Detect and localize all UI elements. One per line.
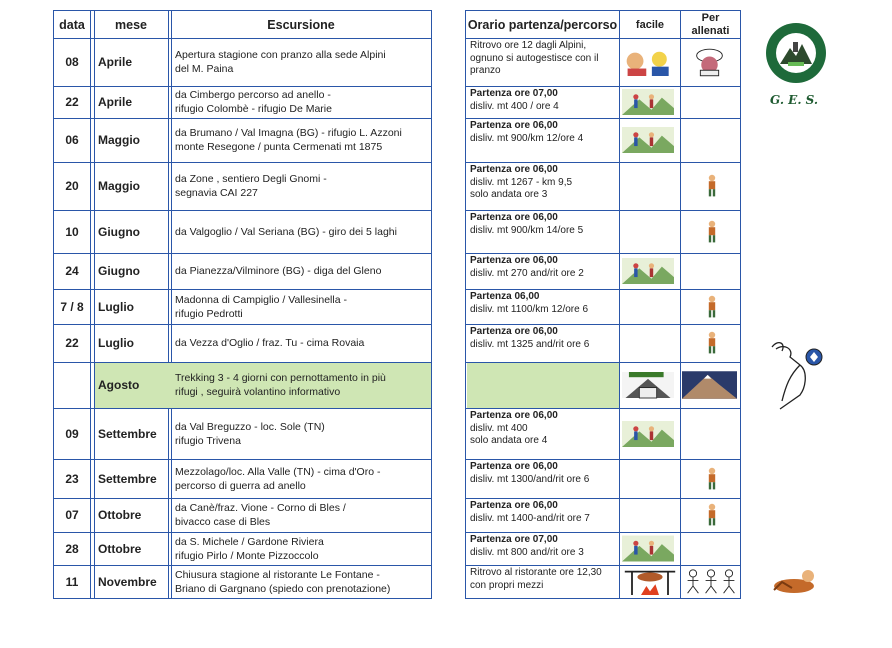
row-month: Aprile <box>98 95 133 109</box>
row-orario-start: Partenza ore 06,00 <box>470 255 558 266</box>
row-date: 28 <box>65 541 79 556</box>
row-description: da Pianezza/Vilminore (BG) - diga del Gleno <box>175 265 382 277</box>
row-date: 22 <box>65 95 79 109</box>
row-orario-start: Partenza ore 07,00 <box>470 88 558 99</box>
row-orario <box>466 532 619 565</box>
row-month: Ottobre <box>98 508 142 522</box>
row-orario <box>466 289 619 324</box>
row-month: Luglio <box>98 299 134 314</box>
mountain-hut-icon <box>622 365 674 405</box>
row-month: Maggio <box>98 133 140 147</box>
row-orario-start: Partenza ore 07,00 <box>470 534 558 545</box>
row-orario <box>466 118 619 162</box>
mountain-peak-icon <box>682 365 737 405</box>
tired-hiker-icon <box>704 172 720 200</box>
row-orario-details: disliv. mt 400 / ore 4 <box>470 100 559 112</box>
row-description: da Valgoglio / Val Seriana (BG) - giro dei 5 laghi <box>175 225 397 238</box>
dancing-skeletons-icon <box>678 568 744 595</box>
tired-hiker-icon <box>704 501 720 529</box>
row-orario <box>466 38 619 86</box>
row-description: da Cimbergo percorso ad anello - rifugio Colombè - rifugio De Marie <box>175 89 332 115</box>
row-orario <box>466 324 619 362</box>
tired-hiker-icon <box>704 218 720 246</box>
row-month: Giugno <box>98 264 140 278</box>
row-orario <box>466 86 619 118</box>
row-month: Ottobre <box>98 541 142 556</box>
row-orario-details: disliv. mt 1100/km 12/ore 6 <box>470 303 589 315</box>
row-orario-details: disliv. mt 400 solo andata ore 4 <box>470 422 548 446</box>
row-orario-details: disliv. mt 1325 and/rit ore 6 <box>470 338 590 350</box>
row-date: 22 <box>65 336 79 350</box>
row-orario-start: Partenza ore 06,00 <box>470 461 558 472</box>
logo-caption: G. E. S. <box>770 93 819 107</box>
tired-hiker-icon <box>704 329 720 357</box>
row-orario-start: Partenza ore 06,00 <box>470 120 558 131</box>
header-orario: Orario partenza/percorso <box>467 17 618 32</box>
col-divider <box>619 11 620 598</box>
tired-hiker-icon <box>704 293 720 321</box>
row-orario <box>466 362 619 408</box>
schedule-table-right <box>465 10 741 599</box>
row-orario-details: disliv. mt 1300/and/rit ore 6 <box>470 473 590 485</box>
row-date: 24 <box>65 264 79 278</box>
row-orario <box>466 498 619 532</box>
header-data: data <box>59 17 85 32</box>
row-orario-start: Partenza ore 06,00 <box>470 326 558 337</box>
header-escursione: Escursione <box>267 17 335 32</box>
row-description: da Val Breguzzo - loc. Sole (TN) rifugio Trivena <box>175 420 325 447</box>
row-description: Apertura stagione con pranzo alla sede Alpini del M. Paina <box>175 49 386 75</box>
row-orario <box>466 565 619 598</box>
club-logo <box>764 22 828 84</box>
row-description: Mezzolago/loc. Alla Valle (TN) - cima d'Oro - percorso di guerra ad anello <box>175 465 381 492</box>
row-description: da Brumano / Val Imagna (BG) - rifugio L. Azzoni monte Resegone / punta Cermenati mt 1875 <box>175 127 402 153</box>
hikers-icon <box>622 420 674 448</box>
row-description: da Canè/fraz. Vione - Corno di Bles / bivacco case di Bles <box>175 502 346 528</box>
row-date: 07 <box>65 508 79 522</box>
row-description: da S. Michele / Gardone Riviera rifugio Pirlo / Monte Pizzoccolo <box>175 535 324 562</box>
row-orario <box>466 210 619 253</box>
row-orario-details: Ritrovo al ristorante ore 12,30 con propri mezzi <box>470 567 602 591</box>
row-description: da Zone , sentiero Degli Gnomi - segnavia CAI 227 <box>175 173 327 199</box>
row-orario-start: Partenza 06,00 <box>470 291 540 302</box>
row-date: 11 <box>65 574 79 589</box>
row-orario-start: Partenza ore 06,00 <box>470 212 558 223</box>
row-month: Luglio <box>98 336 134 350</box>
dog-chef-icon <box>682 41 737 83</box>
row-orario <box>466 408 619 459</box>
row-orario-start: Partenza ore 06,00 <box>470 410 558 421</box>
row-orario-details: disliv. mt 1400-and/rit ore 7 <box>470 512 590 524</box>
row-orario-details: disliv. mt 900/km 14/ore 5 <box>470 224 584 236</box>
hikers-icon <box>622 126 674 154</box>
hikers-icon <box>622 257 674 285</box>
row-orario-start: Partenza ore 06,00 <box>470 500 558 511</box>
row-date: 20 <box>65 179 79 193</box>
row-month: Settembre <box>98 471 157 486</box>
row-month: Aprile <box>98 55 133 69</box>
row-date: 09 <box>65 426 79 441</box>
row-description: Trekking 3 - 4 giorni con pernottamento in più rifugi , seguirà volantino informativo <box>175 372 386 398</box>
row-description: Madonna di Campiglio / Vallesinella - rifugio Pedrotti <box>175 293 347 320</box>
row-date: 06 <box>65 133 79 147</box>
row-orario-details: disliv. mt 800 and/rit ore 3 <box>470 546 584 558</box>
row-orario <box>466 162 619 210</box>
row-month: Agosto <box>98 378 140 392</box>
row-month: Novembre <box>98 574 157 589</box>
header-facile: facile <box>635 18 665 31</box>
col-divider <box>90 11 91 598</box>
chamois-drawing-icon <box>760 335 840 415</box>
row-date: 23 <box>65 471 79 486</box>
row-orario <box>466 459 619 498</box>
header-allenati: Per allenati <box>691 11 730 37</box>
resting-hiker-icon <box>770 566 820 596</box>
hikers-icon <box>622 535 674 562</box>
tired-hiker-icon <box>704 465 720 493</box>
row-date: 08 <box>65 55 79 69</box>
row-orario-start: Partenza ore 06,00 <box>470 164 558 175</box>
row-orario-details: disliv. mt 900/km 12/ore 4 <box>470 132 584 144</box>
col-divider <box>680 11 681 598</box>
roasting-spit-icon <box>622 568 678 595</box>
col-divider <box>168 11 169 598</box>
row-month: Giugno <box>98 224 140 239</box>
hikers-icon <box>622 89 674 115</box>
row-orario-details: disliv. mt 270 and/rit ore 2 <box>470 267 584 279</box>
row-description: da Vezza d'Oglio / fraz. Tu - cima Rovaia <box>175 337 365 349</box>
row-description: Chiusura stagione al ristorante Le Fontane - Briano di Gargnano (spiedo con prenotazione) <box>175 568 391 595</box>
row-month: Settembre <box>98 426 157 441</box>
row-month: Maggio <box>98 179 140 193</box>
row-date: 7 / 8 <box>60 299 84 314</box>
cooking-mascots-icon <box>622 48 678 76</box>
row-orario <box>466 253 619 289</box>
row-date <box>54 362 90 408</box>
row-date: 10 <box>65 224 79 239</box>
row-orario-details: disliv. mt 1267 - km 9,5 solo andata ore 3 <box>470 176 573 200</box>
schedule-table-left <box>53 10 432 599</box>
row-orario-details: Ritrovo ore 12 dagli Alpini, ognuno si autogestisce con il pranzo <box>470 40 599 76</box>
header-mese: mese <box>115 17 147 32</box>
